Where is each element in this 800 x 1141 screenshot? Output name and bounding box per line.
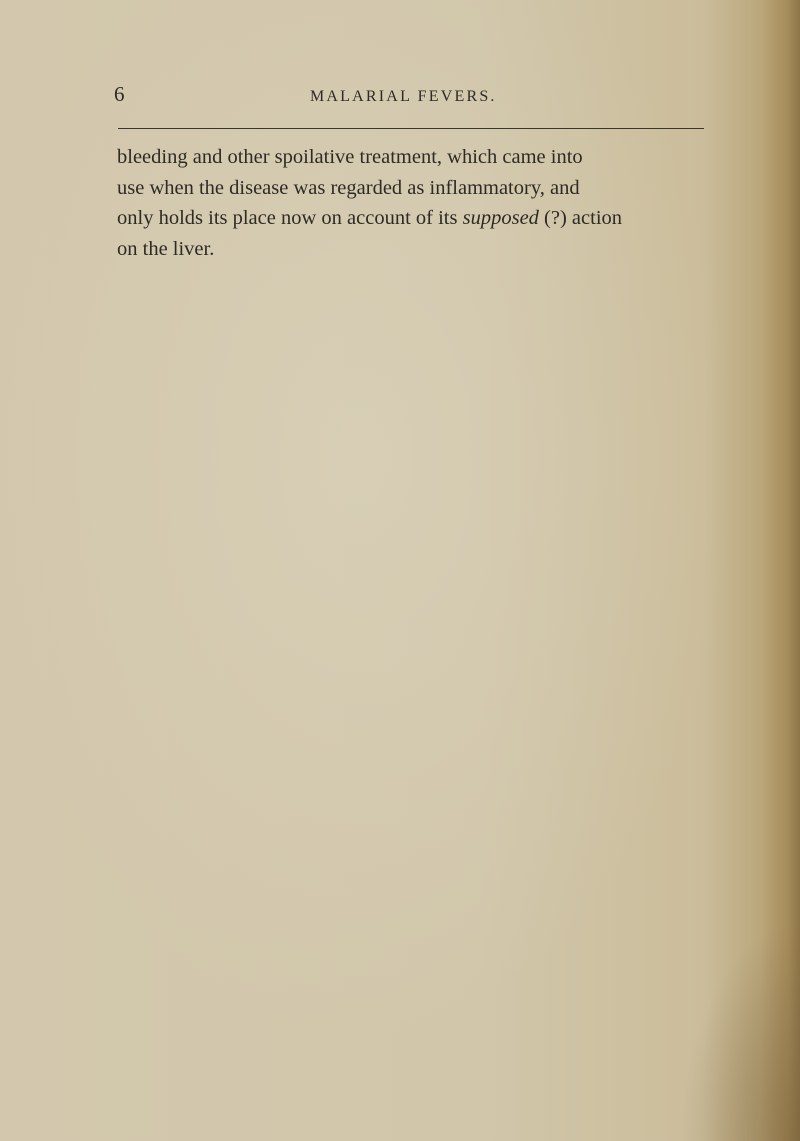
text-line-3 (117, 203, 707, 234)
text-line-3-start: only holds its place now on account of its (117, 207, 458, 229)
text-line-3-end: (?) action (544, 207, 623, 229)
header-rule (118, 128, 704, 129)
text-line-1: bleeding and other spoilative treatment, which came into (117, 146, 583, 168)
italic-word-supposed: supposed (462, 207, 539, 229)
body-paragraph (117, 142, 707, 264)
running-head: MALARIAL FEVERS. (310, 88, 497, 105)
text-line-4: on the liver. (117, 237, 215, 260)
page-stain (680, 921, 800, 1141)
text-line-2: use when the disease was regarded as inflammatory, and (117, 176, 580, 199)
page-number: 6 (114, 82, 125, 106)
